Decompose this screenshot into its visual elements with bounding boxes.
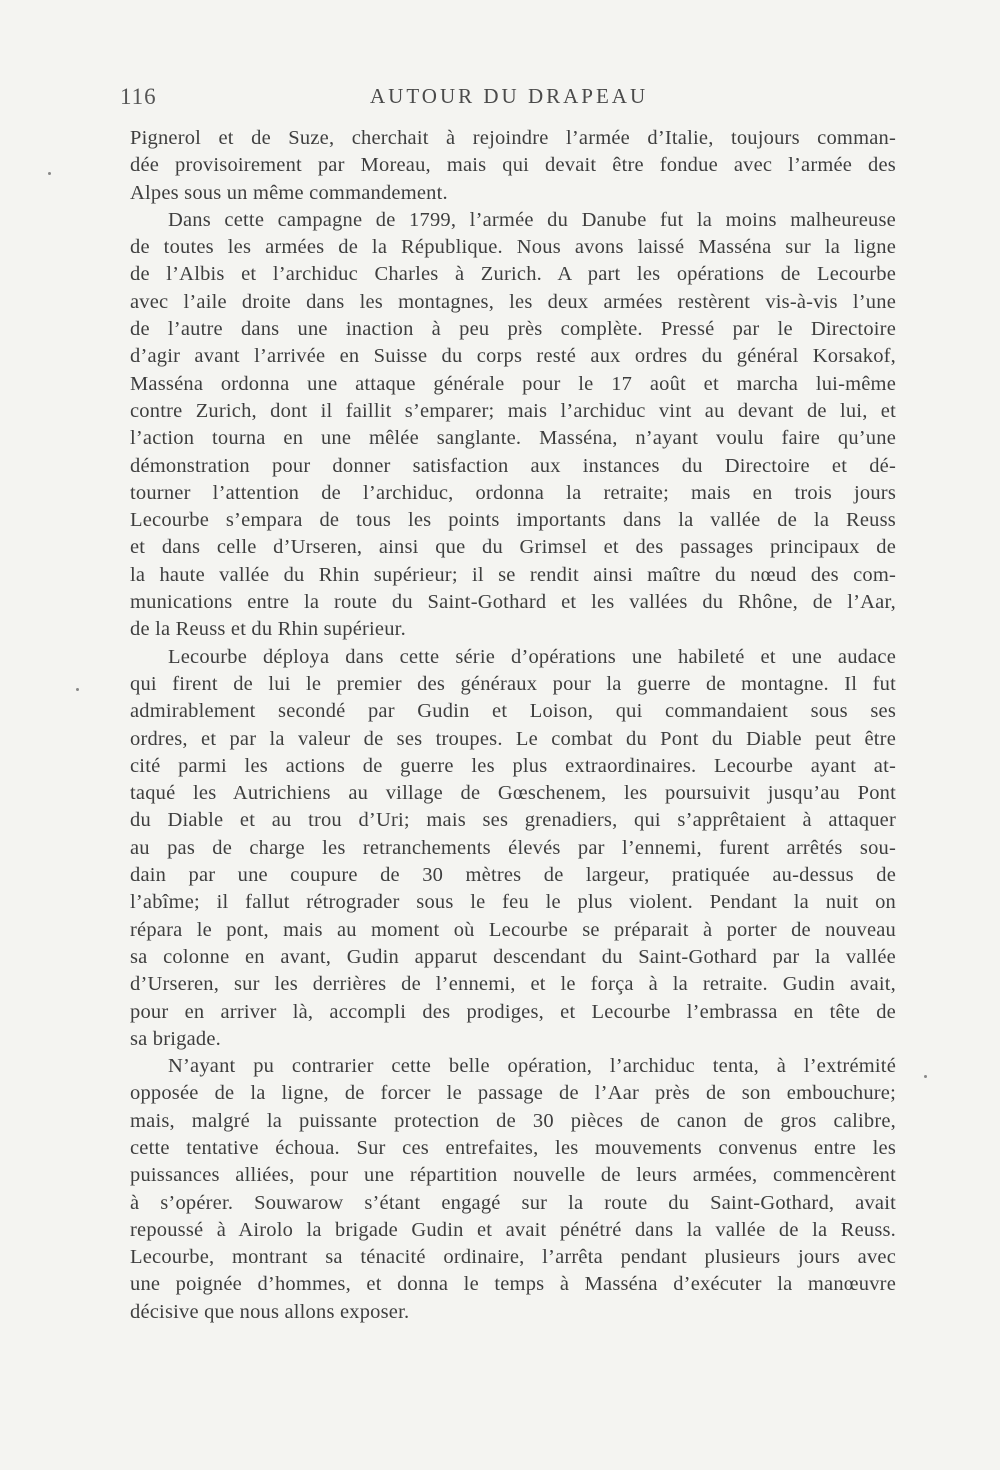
text-line: de l’autre dans une inaction à peu près complète. Pressé par le Directoire — [130, 318, 896, 341]
text-line: à s’opérer. Souwarow s’étant engagé sur la route du Saint-Gothard, avait — [130, 1191, 896, 1214]
running-head — [120, 84, 898, 114]
text-line: dain par une coupure de 30 mètres de largeur, pratiquée au-dessus de — [130, 864, 896, 887]
text-line: Alpes sous un même commandement. — [130, 181, 448, 204]
text-line: une poignée d’hommes, et donna le temps à Masséna d’exécuter la manœuvre — [130, 1273, 896, 1296]
text-line: Lecourbe, montrant sa ténacité ordinaire, l’arrêta pendant plusieurs jours avec — [130, 1246, 896, 1269]
text-line: N’ayant pu contrarier cette belle opération, l’archiduc tenta, à l’extrémité — [168, 1055, 896, 1078]
text-line: de l’Albis et l’archiduc Charles à Zurich. A part les opérations de Lecourbe — [130, 263, 896, 286]
text-line: la haute vallée du Rhin supérieur; il se rendit ainsi maître du nœud des com- — [130, 563, 896, 586]
text-line: admirablement secondé par Gudin et Loison, qui commandaient sous ses — [130, 700, 896, 723]
text-line: pour en arriver là, accompli des prodiges, et Lecourbe l’embrassa en tête de — [130, 1000, 896, 1023]
text-line: de la Reuss et du Rhin supérieur. — [130, 618, 406, 641]
text-line: d’Urseren, sur les derrières de l’ennemi, et le força à la retraite. Gudin avait, — [130, 973, 896, 996]
text-line: Lecourbe déploya dans cette série d’opérations une habileté et une audace — [168, 645, 896, 668]
text-line: cette tentative échoua. Sur ces entrefaites, les mouvements convenus entre les — [130, 1136, 896, 1159]
text-line: Pignerol et de Suze, cherchait à rejoindre l’armée d’Italie, toujours comman- — [130, 127, 896, 149]
paper-speck — [76, 688, 79, 691]
text-line: sa brigade. — [130, 1027, 221, 1050]
text-line: cité parmi les actions de guerre les plus extraordinaires. Lecourbe ayant at- — [130, 754, 896, 777]
text-line: répara le pont, mais au moment où Lecourbe se préparait à porter de nouveau — [130, 918, 896, 941]
paper-speck — [924, 1075, 927, 1078]
text-line: l’abîme; il fallut rétrograder sous le feu le plus violent. Pendant la nuit on — [130, 891, 896, 914]
text-line: Masséna ordonna une attaque générale pour le 17 août et marcha lui-même — [130, 372, 896, 395]
text-line: avec l’aile droite dans les montagnes, les deux armées restèrent vis-à-vis l’une — [130, 290, 896, 313]
text-line: qui firent de lui le premier des généraux pour la guerre de montagne. Il fut — [130, 672, 896, 695]
text-line: Lecourbe s’empara de tous les points importants dans la vallée de la Reuss — [130, 509, 896, 532]
running-title: AUTOUR DU DRAPEAU — [370, 84, 649, 108]
text-line: au pas de charge les retranchements élevés par l’ennemi, furent arrêtés sou- — [130, 836, 896, 859]
text-line: taqué les Autrichiens au village de Gœschenem, les poursuivit jusqu’au Pont — [130, 782, 896, 805]
text-line: Dans cette campagne de 1799, l’armée du Danube fut la moins malheureuse — [168, 208, 896, 231]
page-number: 116 — [120, 84, 157, 109]
text-line: puissances alliées, pour une répartition nouvelle de leurs armées, commencèrent — [130, 1164, 896, 1187]
text-line: repoussé à Airolo la brigade Gudin et avait pénétré dans la vallée de la Reuss. — [130, 1218, 896, 1241]
text-line: tourner l’attention de l’archiduc, ordonna la retraite; mais en trois jours — [130, 481, 896, 504]
text-line: opposée de la ligne, de forcer le passage de l’Aar près de son embouchure; — [130, 1082, 896, 1105]
text-line: dée provisoirement par Moreau, mais qui devait être fondue avec l’armée des — [130, 154, 896, 177]
body-text — [130, 125, 896, 1326]
text-line: et dans celle d’Urseren, ainsi que du Grimsel et des passages principaux de — [130, 536, 896, 559]
text-line: mais, malgré la puissante protection de 30 pièces de canon de gros calibre, — [130, 1109, 896, 1132]
text-line: du Diable et au trou d’Uri; mais ses grenadiers, qui s’apprêtaient à attaquer — [130, 809, 896, 832]
text-line: de toutes les armées de la République. Nous avons laissé Masséna sur la ligne — [130, 236, 896, 259]
text-line: munications entre la route du Saint-Gothard et les vallées du Rhône, de l’Aar, — [130, 591, 896, 614]
text-line: contre Zurich, dont il faillit s’emparer; mais l’archiduc vint au devant de lui, et — [130, 399, 896, 422]
text-line: sa colonne en avant, Gudin apparut descendant du Saint-Gothard par la vallée — [130, 945, 896, 968]
text-line: d’agir avant l’arrivée en Suisse du corps resté aux ordres du général Korsakof, — [130, 345, 896, 368]
text-line: décisive que nous allons exposer. — [130, 1300, 410, 1323]
paper-speck — [48, 172, 51, 175]
text-line: démonstration pour donner satisfaction aux instances du Directoire et dé- — [130, 454, 896, 477]
text-line: l’action tourna en une mêlée sanglante. Masséna, n’ayant voulu faire qu’une — [130, 427, 896, 450]
text-line: ordres, et par la valeur de ses troupes. Le combat du Pont du Diable peut être — [130, 727, 896, 750]
